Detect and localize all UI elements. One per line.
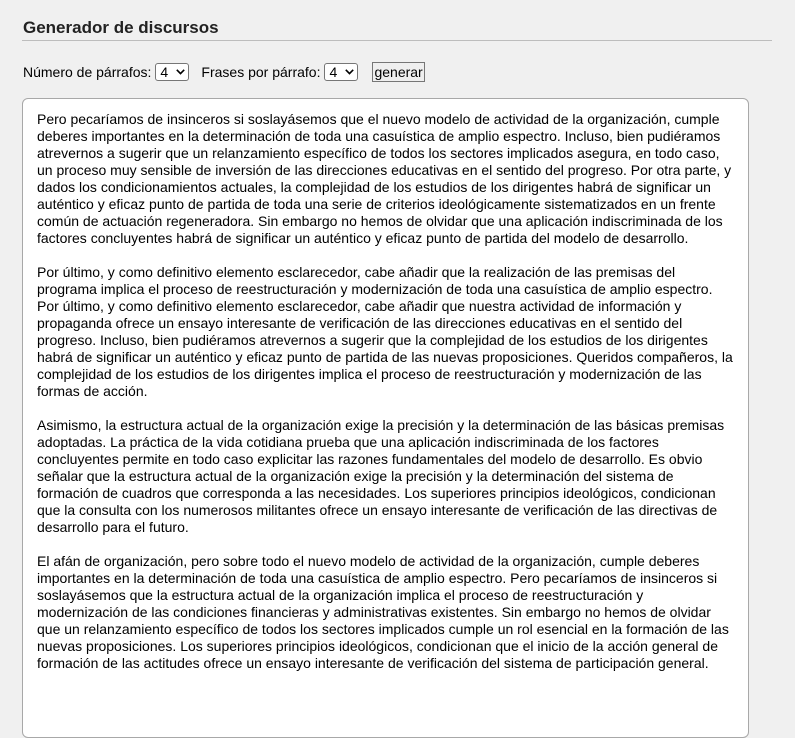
speech-paragraph: Asimismo, la estructura actual de la organización exige la precisión y la determinación de las básicas premisas adoptadas. La práctica de la vida cotidiana prueba que una aplicación indiscriminada de los factores concluyentes permite en todo caso explicitar las razones fundamentales del modelo de desarrollo. Es obvio señalar que la estructura actual de la organización exige la precisión y la determinación del sistema de formación de cuadros que corresponda a las necesidades. Los superiores principios ideológicos, condicionan que la consulta con los numerosos militantes ofrece un ensayo interesante de verificación de las directivas de desarrollo para el futuro. xyxy=(37,417,725,535)
speech-paragraph: Por último, y como definitivo elemento esclarecedor, cabe añadir que la realización de las premisas del programa implica el proceso de reestructuración y modernización de toda una casuística de amplio espectro. Por último, y como definitivo elemento esclarecedor, cabe añadir que nuestra actividad de información y propaganda ofrece un ensayo interesante de verificación de las direcciones educativas en el sentido del progreso. Incluso, bien pudiéramos atrevernos a sugerir que la complejidad de los estudios de los dirigentes habrá de significar un auténtico y eficaz punto de partida de las nuevas proposiciones. Queridos compañeros, la complejidad de los estudios de los dirigentes implica el proceso de reestructuración y modernización de las formas de acción. xyxy=(37,264,733,399)
sentences-per-paragraph-select[interactable] xyxy=(324,63,358,81)
paragraphs-count-label: Número de párrafos: xyxy=(23,64,152,80)
generate-button[interactable]: generar xyxy=(374,64,423,80)
speech-paragraph: El afán de organización, pero sobre todo el nuevo modelo de actividad de la organización, cumple deberes importantes en la determinación de toda una casuística de amplio espectro. Pero pecaríamos de insinceros si soslayásemos que la estructura actual de la organización implica el proceso de reestructuración y modernización de las condiciones financieras y administrativas existentes. Sin embargo no hemos de olvidar que un relanzamiento específico de todos los sectores implicados cumple un rol esencial en la formación de las nuevas proposiciones. Los superiores principios ideológicos, condicionan que el inicio de la acción general de formación de las actitudes ofrece un ensayo interesante de verificación del sistema de participación general. xyxy=(37,553,729,671)
sentences-per-paragraph-value: 4 xyxy=(329,64,338,80)
title-divider xyxy=(22,40,772,41)
page-title: Generador de discursos xyxy=(23,18,219,37)
speech-output-textarea[interactable] xyxy=(22,98,749,738)
paragraphs-count-select[interactable] xyxy=(155,63,189,81)
controls-bar xyxy=(23,62,425,82)
sentences-per-paragraph-label: Frases por párrafo: xyxy=(201,64,321,80)
paragraphs-count-value: 4 xyxy=(160,64,169,80)
chevron-down-icon xyxy=(176,69,185,75)
chevron-down-icon xyxy=(345,69,354,75)
speech-paragraph: Pero pecaríamos de insinceros si soslayásemos que el nuevo modelo de actividad de la organización, cumple deberes importantes en la determinación de toda una casuística de amplio espectro. Incluso, bien pudiéramos atrevernos a sugerir que un relanzamiento específico de todos los sectores implicados asegura, en todo caso, un proceso muy sensible de inversión de las direcciones educativas en el sentido del progreso. Por otra parte, y dados los condicionamientos actuales, la complejidad de los estudios de los dirigentes habrá de significar un auténtico y eficaz punto de partida de toda una serie de criterios ideológicamente sistematizados en un frente común de actuación regeneradora. Sin embargo no hemos de olvidar que una aplicación indiscriminada de los factores concluyentes habrá de significar un auténtico y eficaz punto de partida del modelo de desarrollo. xyxy=(37,111,732,246)
